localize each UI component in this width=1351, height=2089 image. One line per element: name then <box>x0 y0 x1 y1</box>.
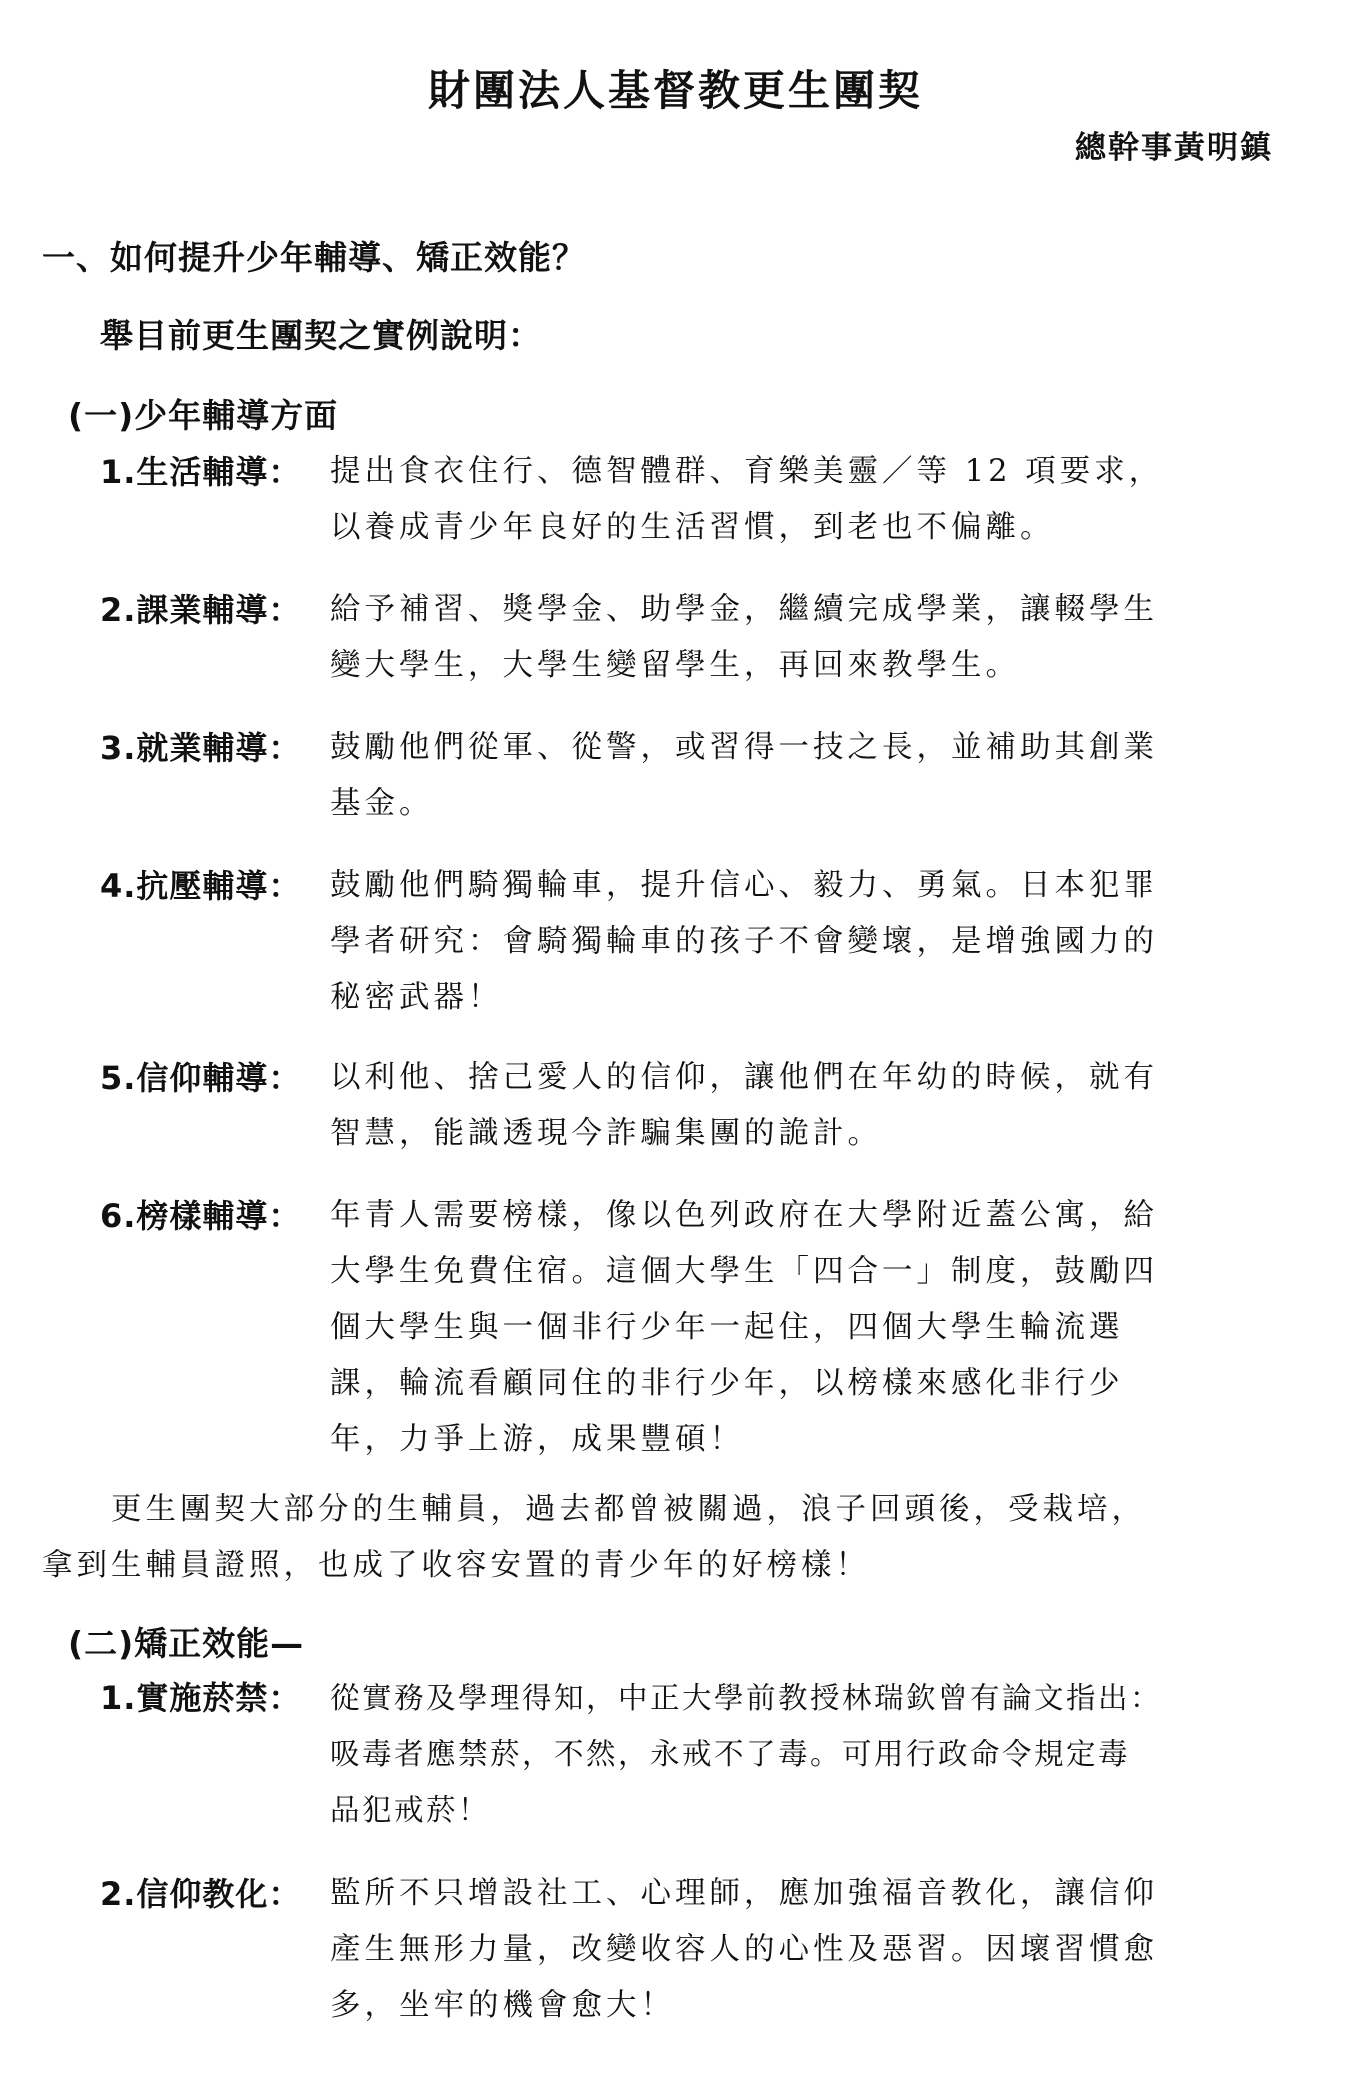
item-text: 監所不只增設社工、心理師，應加強福音教化，讓信仰 產生無形力量，改變收容人的心性及惡習。因壞習慣愈 多，坐牢的機會愈大！ <box>330 1876 1158 2023</box>
item-text: 給予補習、獎學金、助學金，繼續完成學業，讓輟學生 變大學生，大學生變留學生，再回來教學生。 <box>330 592 1158 683</box>
item-text: 鼓勵他們從軍、從警，或習得一技之長，並補助其創業 基金。 <box>330 730 1158 821</box>
item-text: 提出食衣住行、德智體群、育樂美靈／等 12 項要求， 以養成青少年良好的生活習慣，到老也不偏離。 <box>330 454 1164 545</box>
item-text: 以利他、捨己愛人的信仰，讓他們在年幼的時候，就有 智慧，能識透現今詐騙集團的詭計。 <box>330 1060 1158 1151</box>
item-text: 鼓勵他們騎獨輪車，提升信心、毅力、勇氣。日本犯罪 學者研究：會騎獨輪車的孩子不會變壞，是增強國力的 秘密武器！ <box>330 868 1158 1015</box>
closing-paragraph: 更生團契大部分的生輔員，過去都曾被關過，浪子回頭後，受栽培， 拿到生輔員證照，也成了收容安置的青少年的好榜樣！ <box>42 1492 1146 1583</box>
item-label: 1.生活輔導： <box>100 453 302 491</box>
item-label: 3.就業輔導： <box>100 729 302 767</box>
subsection-heading-correction: (二)矯正效能— <box>68 1624 305 1663</box>
item-label: 6.榜樣輔導： <box>100 1197 302 1235</box>
item-label: 2.信仰教化： <box>100 1875 302 1913</box>
subsection-heading-youth: (一)少年輔導方面 <box>68 396 339 435</box>
item-label: 4.抗壓輔導： <box>100 867 302 905</box>
item-text: 從實務及學理得知，中正大學前教授林瑞欽曾有論文指出： 吸毒者應禁菸，不然，永戒不了毒。可用行政命令規定毒 品犯戒菸！ <box>330 1681 1163 1827</box>
document-title: 財團法人基督教更生團契 <box>427 66 923 115</box>
section-heading: 一、如何提升少年輔導、矯正效能？ <box>42 238 586 277</box>
item-label: 5.信仰輔導： <box>100 1059 302 1097</box>
section-intro: 舉目前更生團契之實例說明： <box>100 316 542 355</box>
author-line: 總幹事黃明鎮 <box>1075 130 1273 166</box>
item-label: 2.課業輔導： <box>100 591 302 629</box>
item-text: 年青人需要榜樣，像以色列政府在大學附近蓋公寓，給 大學生免費住宿。這個大學生「四合一」制度，鼓勵四 個大學生與一個非行少年一起住，四個大學生輪流選 課，輪流看顧同住的非行少年，以榜樣來感化非行少 年，力爭上游，成果豐碩！ <box>330 1198 1158 1457</box>
item-label: 1.實施菸禁： <box>100 1679 302 1717</box>
